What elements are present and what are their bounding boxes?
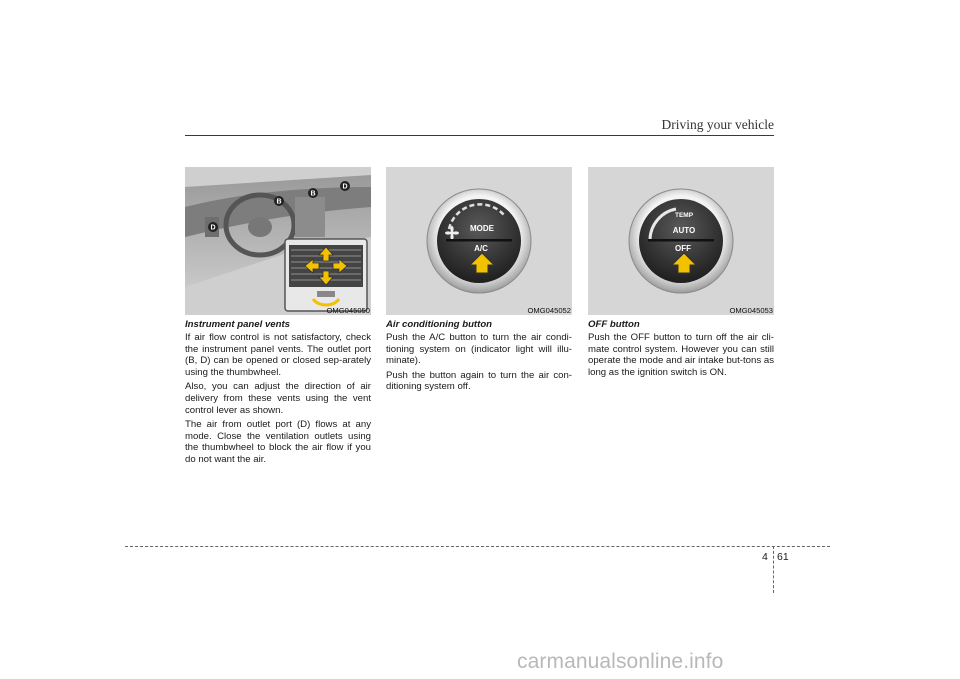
paragraph: The air from outlet port (D) flows at any mode. Close the ventilation outlets using the thumbwheel to block the air flow if you do not want the air. bbox=[185, 419, 371, 465]
off-button-label: OFF bbox=[675, 244, 691, 253]
figure-code: OMG045050 bbox=[326, 306, 370, 315]
ac-knob-illustration bbox=[386, 167, 572, 315]
paragraph: Push the button again to turn the air con-ditioning system off. bbox=[386, 369, 572, 393]
label-b-1: B bbox=[276, 198, 282, 206]
column-off-button bbox=[588, 167, 774, 381]
label-d-1: D bbox=[342, 183, 348, 191]
header-title: Driving your vehicle bbox=[661, 117, 774, 132]
temp-label: TEMP bbox=[674, 212, 694, 219]
label-d-2: D bbox=[210, 224, 216, 232]
section-title: Air conditioning button bbox=[386, 319, 493, 330]
section-title: OFF button bbox=[588, 319, 640, 330]
column-instrument-panel-vents bbox=[185, 167, 371, 469]
mode-button-label: MODE bbox=[470, 224, 494, 233]
footer-rule bbox=[125, 546, 830, 547]
ac-button-label: A/C bbox=[474, 244, 488, 253]
footer-divider bbox=[773, 546, 774, 593]
auto-button-label: AUTO bbox=[672, 226, 696, 235]
header-rule bbox=[185, 135, 774, 136]
figure-instrument-panel bbox=[185, 167, 371, 315]
label-b-2: B bbox=[310, 190, 316, 198]
dashboard-illustration bbox=[185, 167, 371, 315]
figure-off-knob bbox=[588, 167, 774, 315]
paragraph: Push the A/C button to turn the air condi-tioning system on (indicator light will illu-minate). bbox=[386, 332, 572, 367]
figure-code: OMG045053 bbox=[729, 306, 773, 315]
section-title: Instrument panel vents bbox=[185, 319, 291, 330]
paragraph: Push the OFF button to turn off the air cli-mate control system. However you can still operate the mode and air intake but-tons as long as the ignition switch is ON. bbox=[588, 332, 774, 378]
figure-code: OMG045052 bbox=[527, 306, 571, 315]
page-number: 61 bbox=[777, 551, 789, 563]
paragraph: Also, you can adjust the direction of air delivery from these vents using the vent control lever as shown. bbox=[185, 381, 371, 416]
figure-ac-knob bbox=[386, 167, 572, 315]
off-knob-illustration bbox=[588, 167, 774, 315]
watermark: carmanualsonline.info bbox=[517, 650, 724, 673]
chapter-number: 4 bbox=[762, 551, 768, 563]
column-air-conditioning-button bbox=[386, 167, 572, 396]
paragraph: If air flow control is not satisfactory, check the instrument panel vents. The outlet port (B, D) can be opened or closed sep-arately using the thumbwheel. bbox=[185, 332, 371, 378]
